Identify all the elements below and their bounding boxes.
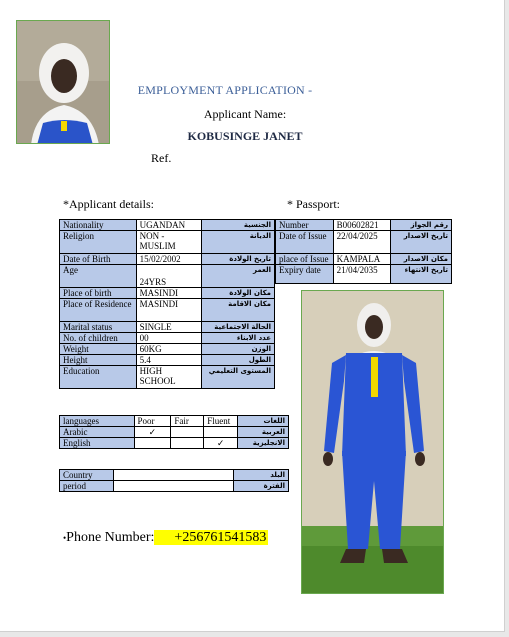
field-label-arabic: مكان الاقامة	[202, 299, 275, 322]
column-header: Poor	[134, 416, 171, 427]
table-row	[276, 254, 452, 265]
table-row	[60, 231, 275, 254]
checkmark-icon: ✓	[134, 427, 171, 438]
field-value	[113, 481, 233, 492]
field-label-arabic: البلد	[234, 470, 289, 481]
field-label: Weight	[60, 344, 137, 355]
applicant-name-label: Applicant Name:	[203, 107, 287, 121]
language-name-arabic: العربية	[238, 427, 289, 438]
table-row	[60, 344, 275, 355]
field-label-arabic: الجنسية	[202, 220, 275, 231]
field-value: 24YRS	[136, 265, 202, 288]
field-label-arabic: الديانة	[202, 231, 275, 254]
field-label: Religion	[60, 231, 137, 254]
table-row	[60, 470, 289, 481]
table-header-row	[60, 416, 289, 427]
column-header: languages	[60, 416, 135, 427]
field-label: Country	[60, 470, 114, 481]
passport-heading: * Passport:	[287, 197, 341, 211]
experience-table	[59, 469, 289, 492]
table-row	[276, 231, 452, 254]
field-label-arabic: تاريخ الانتهاء	[391, 265, 452, 284]
passport-table	[275, 219, 452, 284]
document-title: EMPLOYMENT APPLICATION -	[137, 83, 313, 97]
field-value: UGANDAN	[136, 220, 202, 231]
field-label: place of Issue	[276, 254, 334, 265]
table-row	[60, 355, 275, 366]
field-label-arabic: تاريخ الاصدار	[391, 231, 452, 254]
language-name: Arabic	[60, 427, 135, 438]
field-label: Marital status	[60, 322, 137, 333]
field-value: B00602821	[333, 220, 391, 231]
column-header-arabic: اللغات	[238, 416, 289, 427]
level-cell	[134, 438, 171, 449]
field-value: 5.4	[136, 355, 202, 366]
table-row	[60, 299, 275, 322]
field-value: MASINDI	[136, 299, 202, 322]
level-cell	[171, 427, 204, 438]
field-label: Date of Birth	[60, 254, 137, 265]
table-row	[60, 438, 289, 449]
table-row	[60, 322, 275, 333]
table-row	[60, 265, 275, 288]
field-label-arabic: الفترة	[234, 481, 289, 492]
applicant-full-body-photo	[301, 290, 444, 594]
field-value: MASINDI	[136, 288, 202, 299]
field-label: Number	[276, 220, 334, 231]
field-value	[113, 470, 233, 481]
field-value: KAMPALA	[333, 254, 391, 265]
field-label: No. of children	[60, 333, 137, 344]
field-value: HIGH SCHOOL	[136, 366, 202, 389]
table-row	[60, 333, 275, 344]
field-label: Place of Residence	[60, 299, 137, 322]
field-value: 22/04/2025	[333, 231, 391, 254]
field-label: Expiry date	[276, 265, 334, 284]
table-row	[60, 481, 289, 492]
field-value: SINGLE	[136, 322, 202, 333]
applicant-details-heading: *Applicant details:	[63, 197, 154, 211]
field-value: 21/04/2035	[333, 265, 391, 284]
field-label: Height	[60, 355, 137, 366]
field-label-arabic: رقم الجواز	[391, 220, 452, 231]
table-row	[60, 427, 289, 438]
level-cell	[204, 427, 238, 438]
phone-label: Phone Number:	[66, 530, 155, 545]
field-label-arabic: الطول	[202, 355, 275, 366]
applicant-portrait-photo	[16, 20, 110, 144]
field-label: Place of birth	[60, 288, 137, 299]
field-value: 15/02/2002	[136, 254, 202, 265]
phone-line	[63, 530, 268, 546]
field-value: 60KG	[136, 344, 202, 355]
field-label: Age	[60, 265, 137, 288]
field-value: 00	[136, 333, 202, 344]
checkmark-icon: ✓	[204, 438, 238, 449]
field-label-arabic: عدد الابناء	[202, 333, 275, 344]
table-row	[60, 288, 275, 299]
table-row	[60, 220, 275, 231]
field-label: Education	[60, 366, 137, 389]
field-value: NON - MUSLIM	[136, 231, 202, 254]
field-label-arabic: المستوى التعليمي	[202, 366, 275, 389]
field-label-arabic: مكان الولادة	[202, 288, 275, 299]
language-name-arabic: الانجليزية	[238, 438, 289, 449]
field-label-arabic: العمر	[202, 265, 275, 288]
column-header: Fair	[171, 416, 204, 427]
field-label-arabic: الحالة الاجتماعية	[202, 322, 275, 333]
languages-table	[59, 415, 289, 449]
field-label-arabic: الوزن	[202, 344, 275, 355]
applicant-name: KOBUSINGE JANET	[187, 129, 303, 143]
table-row	[276, 265, 452, 284]
table-row	[60, 254, 275, 265]
phone-number: +256761541583	[154, 530, 268, 545]
column-header: Fluent	[204, 416, 238, 427]
level-cell	[171, 438, 204, 449]
field-label-arabic: تاريخ الولادة	[202, 254, 275, 265]
bullet-icon: •	[63, 532, 67, 543]
table-row	[276, 220, 452, 231]
language-name: English	[60, 438, 135, 449]
field-label: Nationality	[60, 220, 137, 231]
field-label: Date of Issue	[276, 231, 334, 254]
table-row	[60, 366, 275, 389]
ref-label: Ref.	[151, 151, 172, 165]
field-label: period	[60, 481, 114, 492]
field-label-arabic: مكان الاصدار	[391, 254, 452, 265]
applicant-details-table	[59, 219, 275, 389]
